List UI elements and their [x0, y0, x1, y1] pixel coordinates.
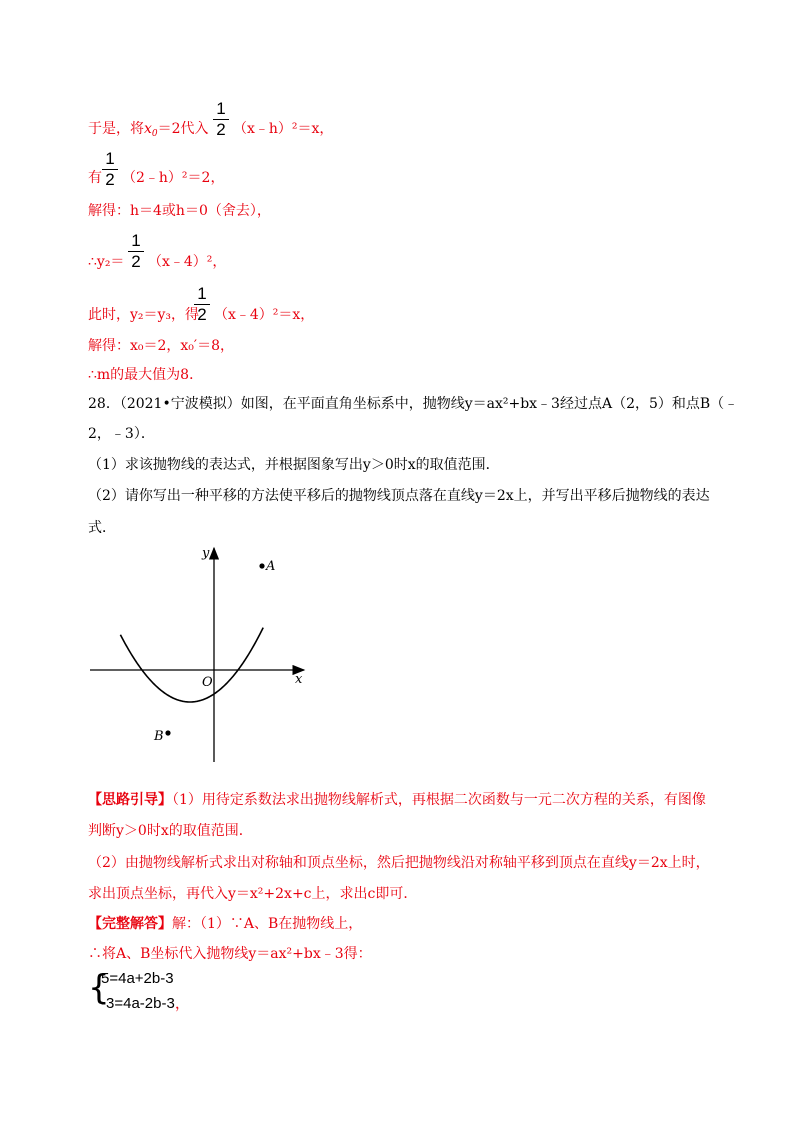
solution-line-5: （x﹣4）²＝x，: [214, 307, 315, 323]
solution-line-2-prefix: 有: [88, 170, 102, 186]
hint-tag: 【思路引导】: [88, 792, 172, 808]
y-axis-label: y: [202, 546, 210, 561]
problem-28-line-1: 28．（2021•宁波模拟）如图，在平面直角坐标系中，抛物线y＝ax²+bx﹣3经过点A（2，5）和点B（﹣: [88, 396, 739, 412]
answer-line-1: [88, 914, 362, 934]
solution-line-1-tail: （x﹣h）²＝x，: [233, 121, 334, 137]
problem-28-question-2-cont: 式．: [88, 520, 116, 536]
parabola-figure: [88, 540, 318, 770]
hint-line-4: 求出顶点坐标，再代入y＝x²+2x+c上，求出c即可．: [88, 886, 418, 902]
solution-line-1-prefix: 于是，将: [88, 121, 144, 137]
solution-line-7: ∴m的最大值为8．: [88, 367, 204, 383]
fraction-half-1: 1 2: [213, 100, 229, 139]
equation-system: [88, 968, 248, 1014]
fraction-half-4: 1 2: [194, 285, 210, 324]
system-brace: {: [88, 968, 110, 1008]
point-b-label: B: [154, 729, 164, 744]
solution-line-2: （2﹣h）²＝2，: [122, 170, 225, 186]
equation-2: -3=4a-2b-3，: [101, 995, 190, 1012]
fraction-half-2: 1 2: [102, 150, 118, 189]
solution-line-1-mid: ＝2代入: [157, 121, 209, 137]
problem-28-question-2: （2）请你写出一种平移的方法使平移后的抛物线顶点落在直线y＝2x上，并写出平移后抛物线的表达: [88, 488, 710, 504]
x0-variable: $x_0$: [144, 121, 158, 139]
problem-28-question-1: （1）求该抛物线的表达式，并根据图象写出y＞0时x的取值范围．: [88, 457, 500, 473]
problem-28-line-2: 2，﹣3）．: [88, 426, 155, 442]
point-a-label: A: [266, 559, 276, 574]
hint-line-3: （2）由抛物线解析式求出对称轴和顶点坐标，然后把抛物线沿对称轴平移到顶点在直线y＝2x上时，: [88, 855, 710, 871]
hint-line-2: 判断y＞0时x的取值范围．: [88, 823, 253, 839]
solution-line-4: （x﹣4）²，: [148, 254, 227, 270]
point-a: [259, 563, 264, 568]
point-b: [165, 730, 170, 735]
x-axis-label: x: [295, 672, 303, 687]
parabola-curve: [120, 628, 263, 702]
answer-line-2: ∴将A、B坐标代入抛物线y＝ax²+bx﹣3得：: [88, 946, 372, 962]
answer-text-1: 解：（1）∵A、B在抛物线上，: [172, 916, 363, 932]
solution-line-3: 解得：h＝4或h＝0（舍去），: [88, 203, 271, 219]
origin-label: O: [202, 675, 213, 690]
solution-line-5-prefix: 此时，y₂＝y₃，得: [88, 307, 200, 323]
solution-line-4-prefix: ∴y₂＝: [88, 254, 125, 270]
answer-tag: 【完整解答】: [88, 916, 172, 932]
solution-line-6: 解得：x₀＝2，x₀′＝8，: [88, 338, 235, 354]
solution-line-1: [88, 119, 209, 139]
fraction-half-3: 1 2: [128, 232, 144, 271]
hint-line-1: [88, 790, 706, 810]
hint-text-1: （1）用待定系数法求出抛物线解析式，再根据二次函数与一元二次方程的关系，有图像: [172, 792, 706, 808]
equation-1: 5=4a+2b-3: [101, 970, 174, 987]
